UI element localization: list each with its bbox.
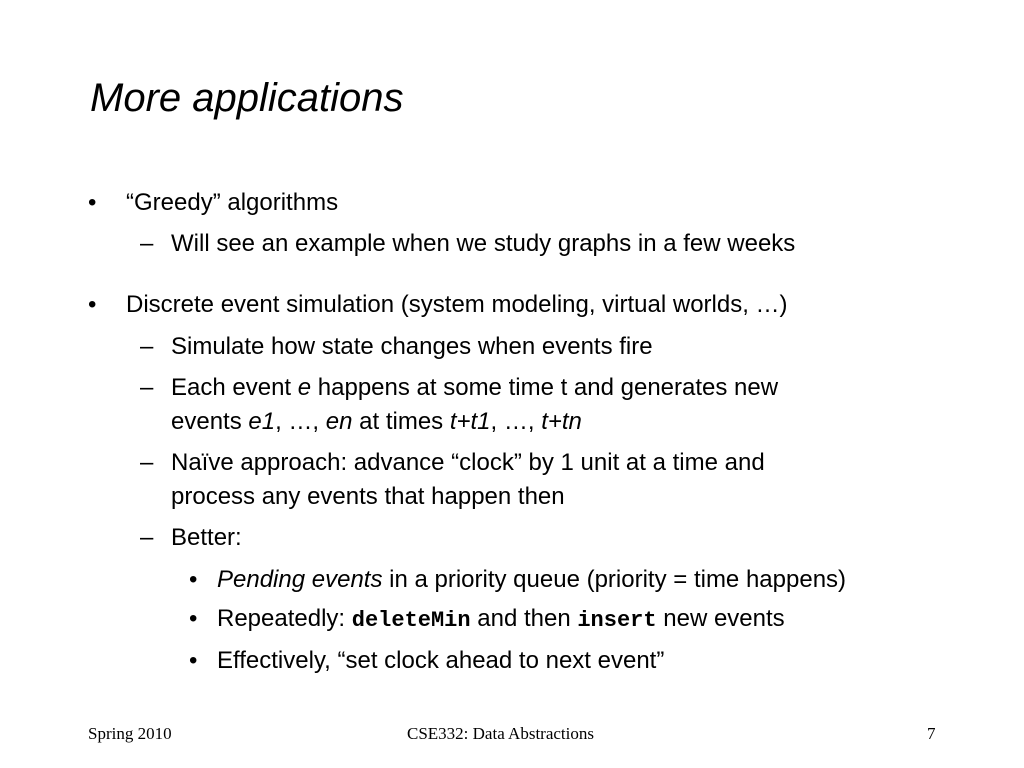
dash-marker: –: [140, 230, 154, 257]
slide-title: More applications: [90, 76, 404, 120]
dash-marker: –: [140, 524, 154, 551]
sub-sub-bullet-repeatedly: Repeatedly: deleteMin and then insert new events: [217, 605, 785, 633]
code-deletemin: deleteMin: [351, 608, 471, 633]
sub-bullet-simulate-state: Simulate how state changes when events fire: [171, 333, 653, 360]
sub-sub-bullet-pending-events: Pending events in a priority queue (priority = time happens): [217, 566, 847, 593]
footer-page-number: 7: [927, 724, 936, 743]
footer-course: CSE332: Data Abstractions: [407, 724, 594, 743]
sub-bullet-marker: •: [189, 566, 198, 593]
bullet-marker: •: [88, 291, 97, 318]
sub-bullet-marker: •: [189, 647, 198, 674]
sub-bullet-naive-approach-line1: Naïve approach: advance “clock” by 1 unit at a time and: [171, 449, 765, 476]
dash-marker: –: [140, 374, 154, 401]
code-insert: insert: [577, 608, 657, 633]
dash-marker: –: [140, 449, 154, 476]
sub-bullet-each-event-line2: events e1, …, en at times t+t1, …, t+tn: [171, 408, 582, 435]
sub-bullet-each-event-line1: Each event e happens at some time t and generates new: [171, 374, 779, 401]
footer-date: Spring 2010: [88, 724, 172, 743]
sub-bullet-naive-approach-line2: process any events that happen then: [171, 483, 565, 510]
sub-bullet-graphs-example: Will see an example when we study graphs in a few weeks: [171, 230, 796, 257]
bullet-marker: •: [88, 189, 97, 216]
dash-marker: –: [140, 333, 154, 360]
bullet-discrete-event-simulation: Discrete event simulation (system modeling, virtual worlds, …): [126, 291, 788, 318]
sub-bullet-better: Better:: [171, 524, 242, 551]
sub-bullet-marker: •: [189, 605, 198, 632]
bullet-greedy-algorithms: “Greedy” algorithms: [126, 189, 339, 216]
sub-sub-bullet-effectively: Effectively, “set clock ahead to next event”: [217, 647, 665, 674]
